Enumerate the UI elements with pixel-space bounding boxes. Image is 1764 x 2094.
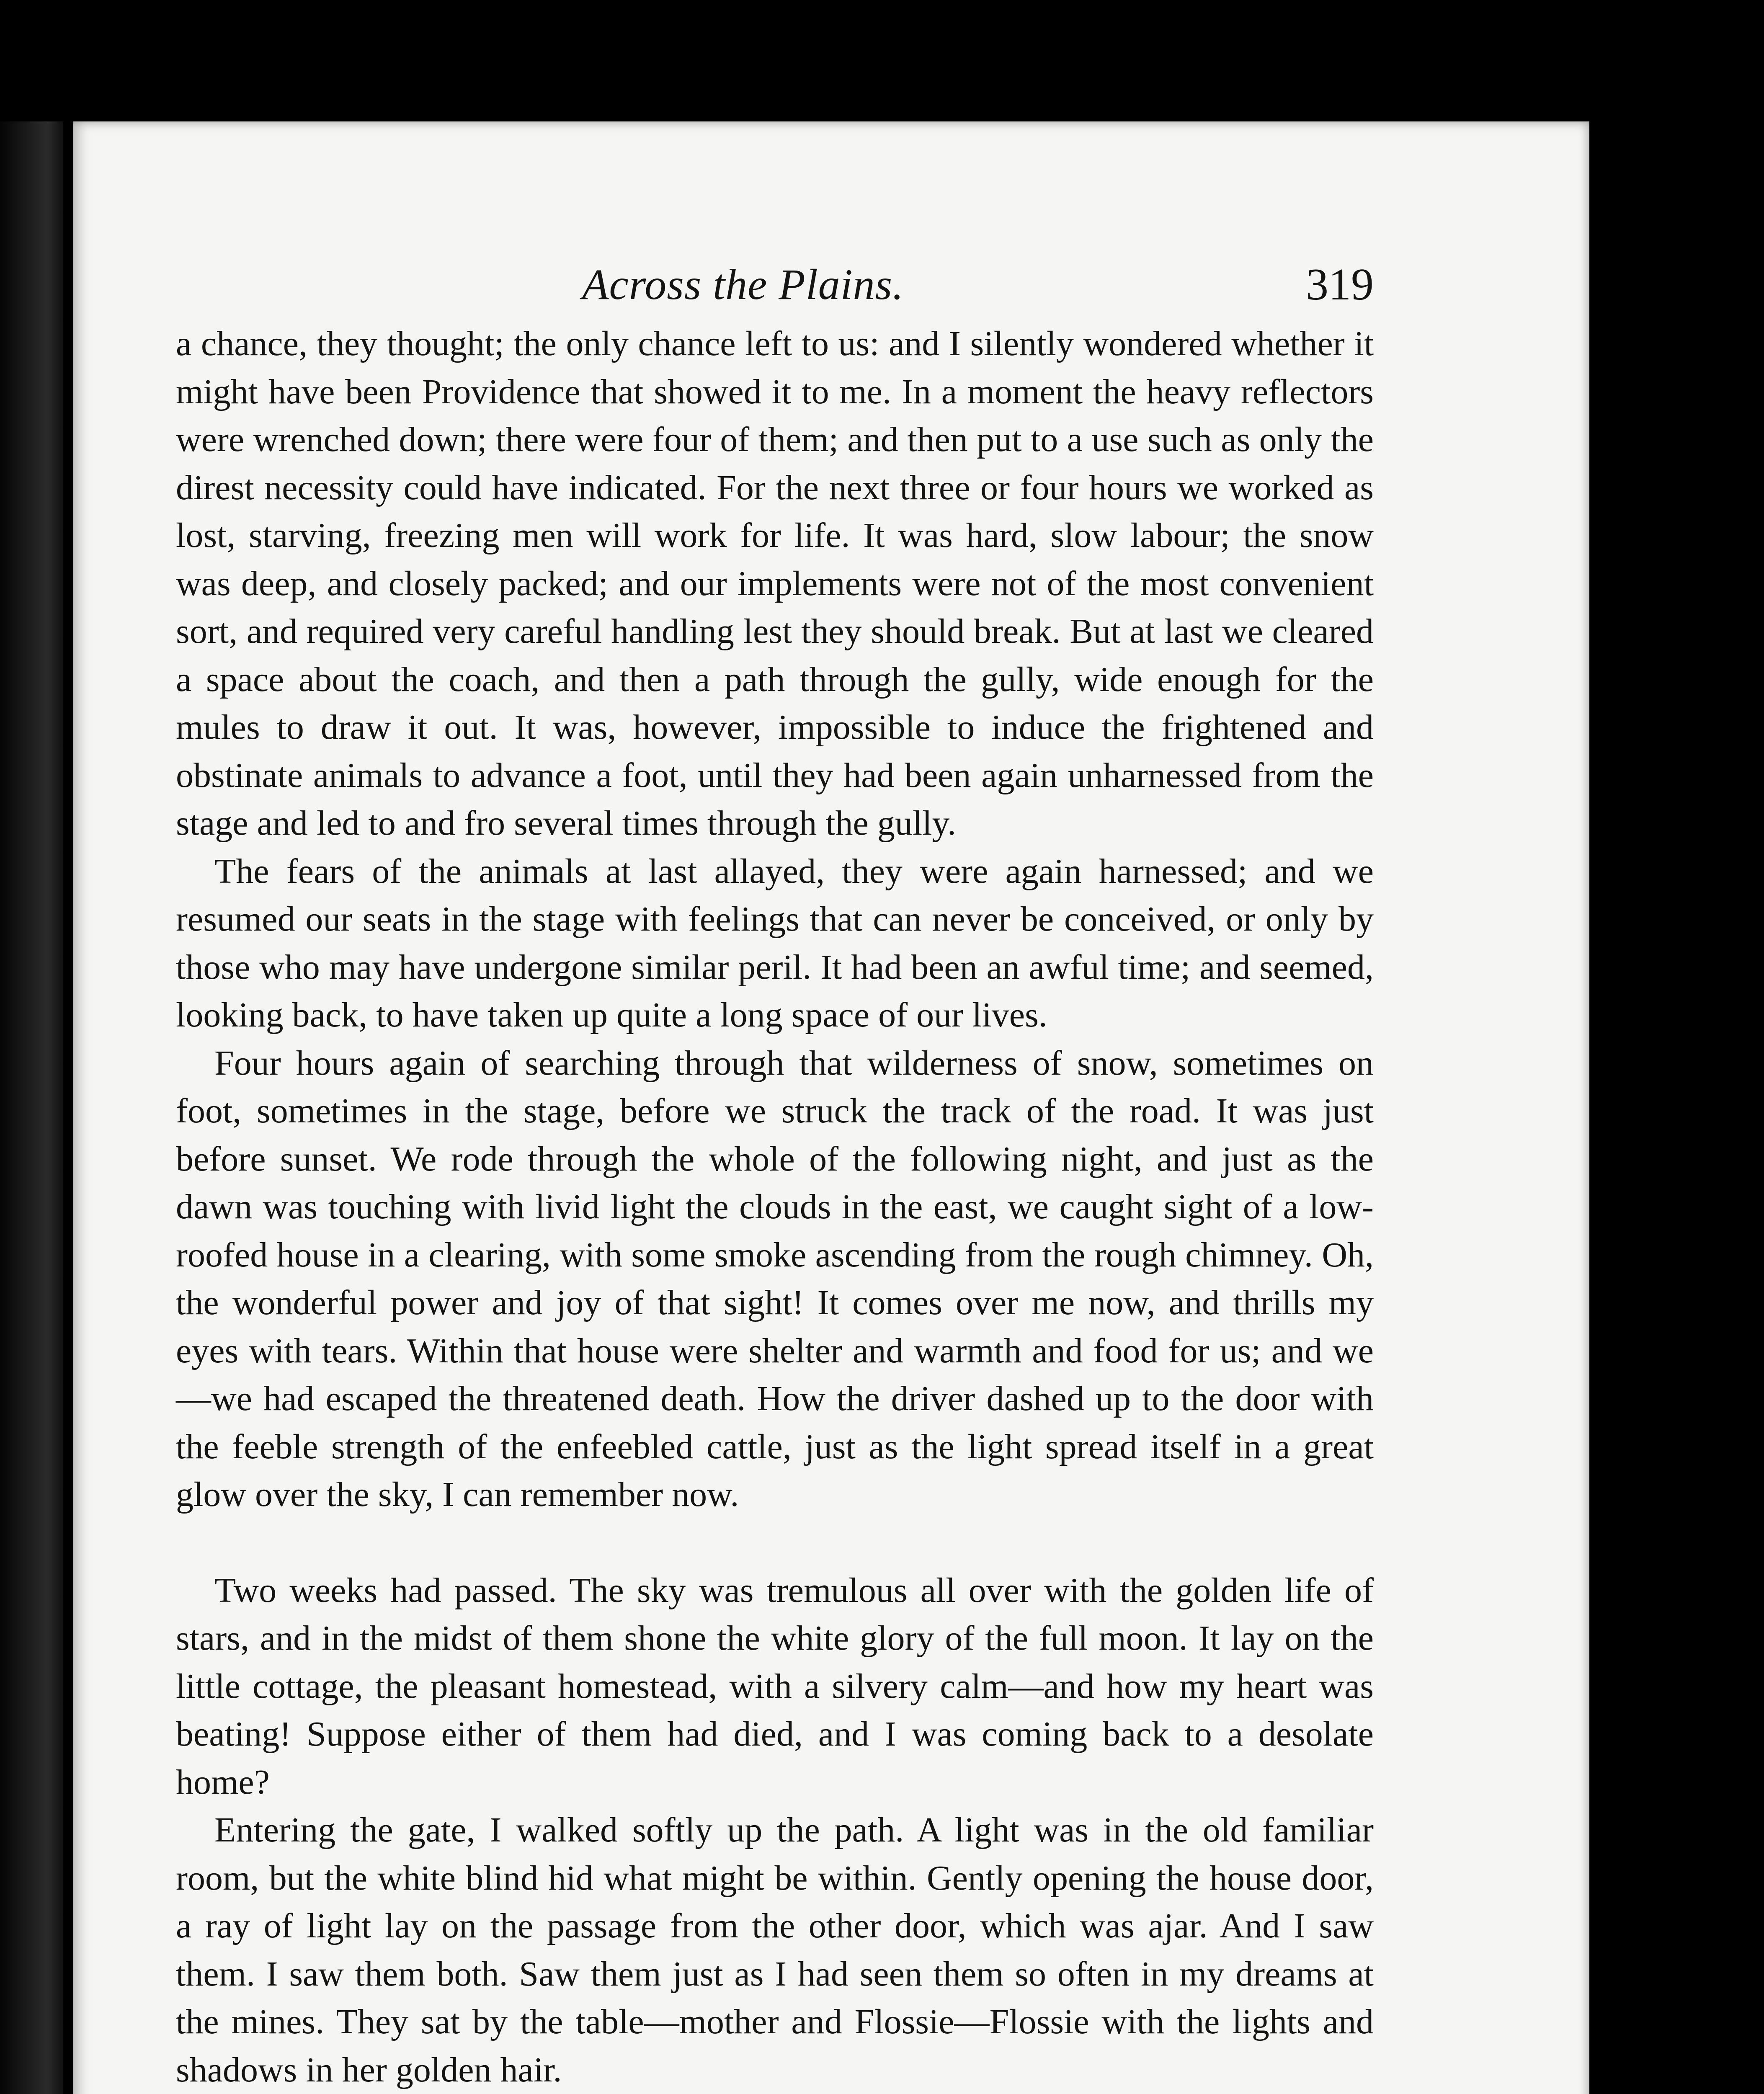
book-page: [73, 121, 1589, 2094]
paragraph: Entering the gate, I walked softly up the path. A light was in the old familiar room, but the white blind hid what might be within. Gently opening the house door, a ray of light lay on the passage from the other door, which was ajar. And I saw them. I saw them both. Saw them just as I had seen them so often in my dreams at the mines. They sat by the table—mother and Flossie—Flossie with the lights and shadows in her golden hair.: [176, 1810, 1374, 2089]
paragraph: a chance, they thought; the only chance left to us: and I silently wondered whether it might have been Providence that showed it to me. In a moment the heavy reflectors were wrenched down; there were four of them; and then put to a use such as only the direst necessity could have indicated. For the next three or four hours we worked as lost, starving, freezing men will work for life. It was hard, slow labour; the snow was deep, and closely packed; and our implements were not of the most convenient sort, and required very careful handling lest they should break. But at last we cleared a space about the coach, and then a path through the gully, wide enough for the mules to draw it out. It was, however, impossible to induce the frightened and obstinate animals to advance a foot, until they had been again unharnessed from the stage and led to and fro several times through the gully.: [176, 324, 1374, 843]
running-head: [176, 255, 1374, 314]
page-content: [176, 255, 1374, 2094]
running-title: Across the Plains.: [582, 260, 904, 309]
paragraph: Two weeks had passed. The sky was tremulous all over with the golden life of stars, and in the midst of them shone the white glory of the full moon. It lay on the little cottage, the pleasant homestead, with a silvery calm—and how my heart was beating! Suppose either of them had died, and I was coming back to a desolate home?: [176, 1570, 1374, 1802]
paragraph: The fears of the animals at last allayed, they were again harnessed; and we resumed our seats in the stage with feelings that can never be conceived, or only by those who may have undergone similar peril. It had been an awful time; and seemed, looking back, to have taken up quite a long space of our lives.: [176, 851, 1374, 1034]
previous-page-edge: [0, 121, 63, 2094]
page-number: 319: [1306, 260, 1374, 309]
paragraph: Four hours again of searching through that wilderness of snow, sometimes on foot, sometimes in the stage, before we struck the track of the road. It was just before sunset. We rode through the whole of the following night, and just as the dawn was touching with livid light the clouds in the east, we caught sight of a low-roofed house in a clearing, with some smoke ascending from the rough chimney. Oh, the wonderful power and joy of that sight! It comes over me now, and thrills my eyes with tears. Within that house were shelter and warmth and food for us; and we—we had escaped the threatened death. How the driver dashed up to the door with the feeble strength of the enfeebled cattle, just as the light spread itself in a great glow over the sky, I can remember now.: [176, 1043, 1374, 1514]
body-text: [176, 320, 1374, 2094]
